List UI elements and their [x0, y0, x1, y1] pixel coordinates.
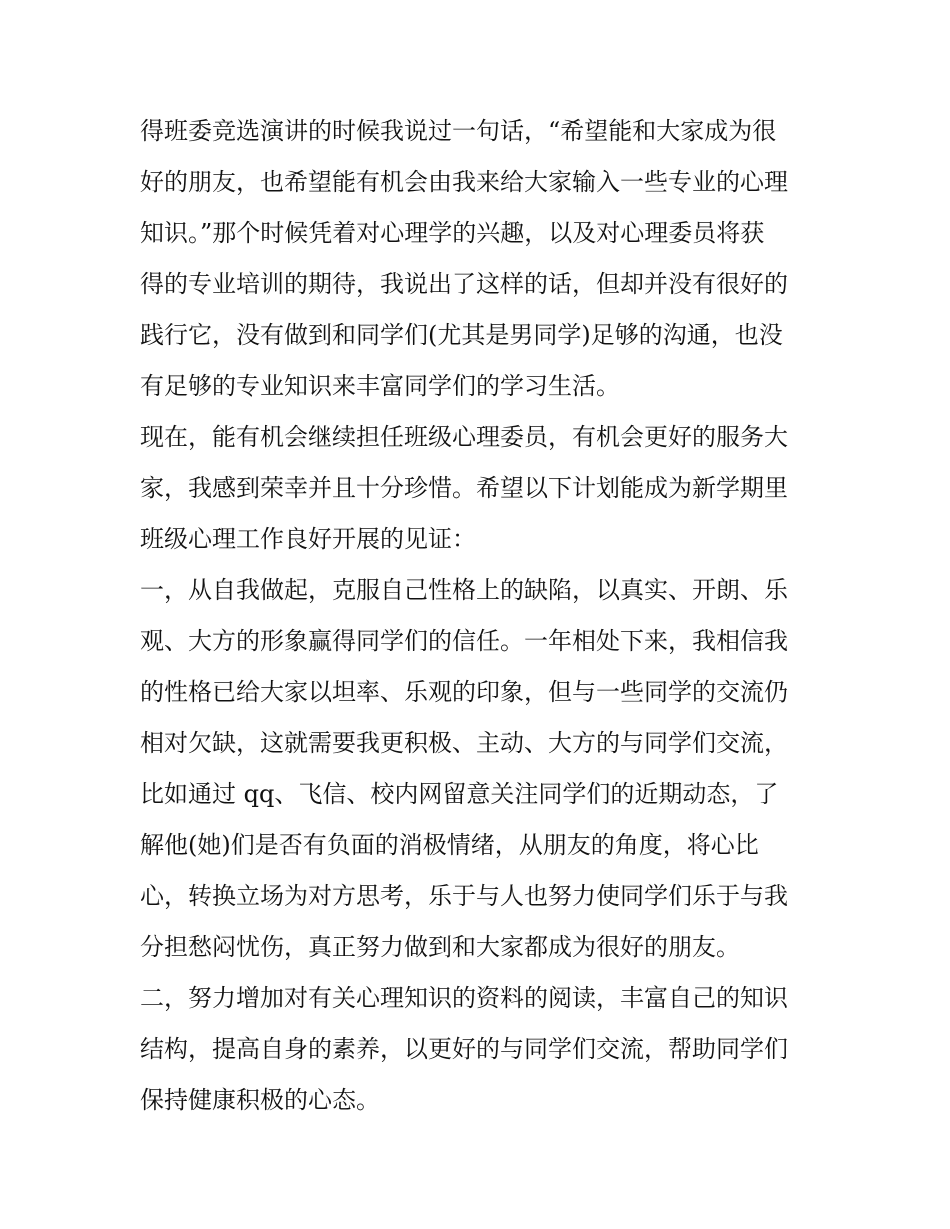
text-line: 结构，提高自身的素养，以更好的与同学们交流，帮助同学们	[140, 1035, 788, 1063]
paragraph-4	[140, 973, 815, 1126]
paragraph-2	[140, 412, 815, 565]
paragraph-1	[140, 106, 815, 412]
text-line: 班级心理工作良好开展的见证：	[140, 525, 476, 553]
text-line: 好的朋友，也希望能有机会由我来给大家输入一些专业的心理	[140, 168, 788, 196]
text-line: 相对欠缺，这就需要我更积极、主动、大方的与同学们交流，	[140, 729, 788, 757]
text-line: 得班委竞选演讲的时候我说过一句话，“希望能和大家成为很	[140, 117, 777, 145]
text-line: 比如通过 qq、飞信、校内网留意关注同学们的近期动态，了	[140, 780, 779, 808]
document-body	[140, 106, 815, 1126]
text-line: 践行它，没有做到和同学们(尤其是男同学)足够的沟通，也没	[140, 321, 783, 349]
text-line: 心，转换立场为对方思考，乐于与人也努力使同学们乐于与我	[140, 882, 788, 910]
text-line: 的性格已给大家以坦率、乐观的印象，但与一些同学的交流仍	[140, 678, 788, 706]
text-line: 家，我感到荣幸并且十分珍惜。希望以下计划能成为新学期里	[140, 474, 788, 502]
text-line: 保持健康积极的心态。	[140, 1086, 380, 1114]
text-line: 观、大方的形象赢得同学们的信任。一年相处下来，我相信我	[140, 627, 788, 655]
text-line: 二，努力增加对有关心理知识的资料的阅读，丰富自己的知识	[140, 984, 788, 1012]
text-line: 知识。”那个时候凭着对心理学的兴趣，以及对心理委员将获	[140, 219, 765, 247]
text-line: 分担愁闷忧伤，真正努力做到和大家都成为很好的朋友。	[140, 933, 740, 961]
text-line: 解他(她)们是否有负面的消极情绪，从朋友的角度，将心比	[140, 831, 759, 859]
text-line: 有足够的专业知识来丰富同学们的学习生活。	[140, 372, 620, 400]
paragraph-3	[140, 565, 815, 973]
text-line: 现在，能有机会继续担任班级心理委员，有机会更好的服务大	[140, 423, 788, 451]
text-line: 得的专业培训的期待，我说出了这样的话，但却并没有很好的	[140, 270, 788, 298]
text-line: 一，从自我做起，克服自己性格上的缺陷，以真实、开朗、乐	[140, 576, 788, 604]
